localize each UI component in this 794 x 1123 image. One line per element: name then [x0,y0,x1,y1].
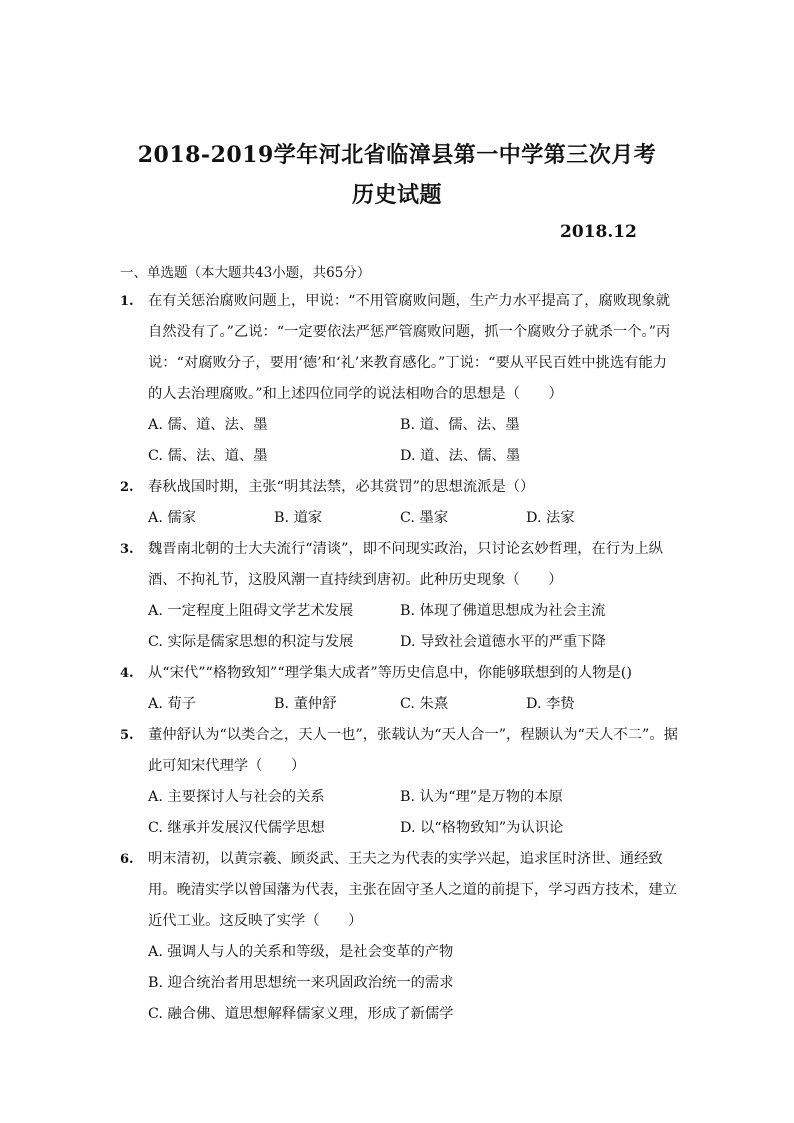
question-text: 从“宋代”“格物致知”“理学集大成者”等历史信息中，你能够联想到的人物是() [148,665,632,681]
option-c: C. 墨家 [400,510,449,526]
options [148,503,680,534]
question-text: 春秋战国时期，主张“明其法禁，必其赏罚”的思想流派是（） [148,479,535,495]
option-a: A. 荀子 [148,696,197,712]
question-list [120,286,680,1030]
option-c: C. 实际是儒家思想的积淀与发展 [148,634,354,650]
question-1 [120,286,680,472]
option-a: A. 强调人与人的关系和等级，是社会变革的产物 [148,944,454,960]
question-text: 在有关惩治腐败问题上，甲说：“不用管腐败问题，生产力水平提高了，腐败现象就自然没有了。”乙说：“一定要依法严惩严管腐败问题，抓一个腐败分子就杀一个。”丙说：“对腐败分子，要用‘德’和‘礼’来教育感化。”丁说：“要从平民百姓中挑选有能力的人去治理腐败。”和上述四位同学的说法相吻合的思想是（ ） [148,293,671,402]
option-d: D. 导致社会道德水平的严重下降 [400,634,606,650]
option-d: D. 李贽 [526,696,575,712]
option-a: A. 主要探讨人与社会的关系 [148,789,325,805]
question-number: 6. [120,852,134,867]
exam-date: 2018.12 [560,222,637,242]
question-4 [120,658,680,720]
option-b: B. 道家 [274,510,323,526]
question-text: 魏晋南北朝的士大夫流行“清谈”，即不问现实政治，只讨论玄妙哲理，在行为上纵酒、不拘礼节，这股风潮一直持续到唐初。此种历史现象（ ） [148,541,664,588]
question-5 [120,720,680,844]
option-b: B. 道、儒、法、墨 [400,417,520,433]
option-c: C. 继承并发展汉代儒学思想 [148,820,325,836]
options [148,782,680,844]
exam-title: 2018-2019学年河北省临漳县第一中学第三次月考 [137,142,657,168]
question-number: 5. [120,728,134,743]
exam-subtitle: 历史试题 [351,182,442,208]
option-a: A. 儒家 [148,510,197,526]
option-a: A. 一定程度上阻碍文学艺术发展 [148,603,354,619]
options [148,596,680,658]
option-c: C. 融合佛、道思想解释儒家义理，形成了新儒学 [148,1006,454,1022]
question-number: 3. [120,542,134,557]
option-b: B. 认为“理”是万物的本原 [400,789,563,805]
option-b: B. 迎合统治者用思想统一来巩固政治统一的需求 [148,975,454,991]
option-d: D. 法家 [526,510,575,526]
question-6 [120,844,680,1030]
option-b: B. 体现了佛道思想成为社会主流 [400,603,606,619]
question-2 [120,472,680,534]
options [148,937,680,1030]
option-a: A. 儒、道、法、墨 [148,417,268,433]
option-c: C. 朱熹 [400,696,449,712]
options [148,689,680,720]
question-3 [120,534,680,658]
question-text: 明末清初，以黄宗羲、顾炎武、王夫之为代表的实学兴起，追求匡时济世、通经致用。晚清实学以曾国藩为代表，主张在固守圣人之道的前提下，学习西方技术，建立近代工业。这反映了实学（ ） [148,851,677,929]
option-b: B. 董仲舒 [274,696,337,712]
question-text: 董仲舒认为“以类合之，天人一也”，张载认为“天人合一”，程颢认为“天人不二”。据此可知宋代理学（ ） [148,727,678,774]
option-c: C. 儒、法、道、墨 [148,448,268,464]
option-d: D. 道、法、儒、墨 [400,448,521,464]
section-heading: 一、单选题（本大题共43小题，共65分） [120,265,371,281]
options [148,410,680,472]
question-number: 4. [120,666,134,681]
option-d: D. 以“格物致知”为认识论 [400,820,564,836]
question-number: 1. [120,294,134,309]
question-number: 2. [120,480,134,495]
